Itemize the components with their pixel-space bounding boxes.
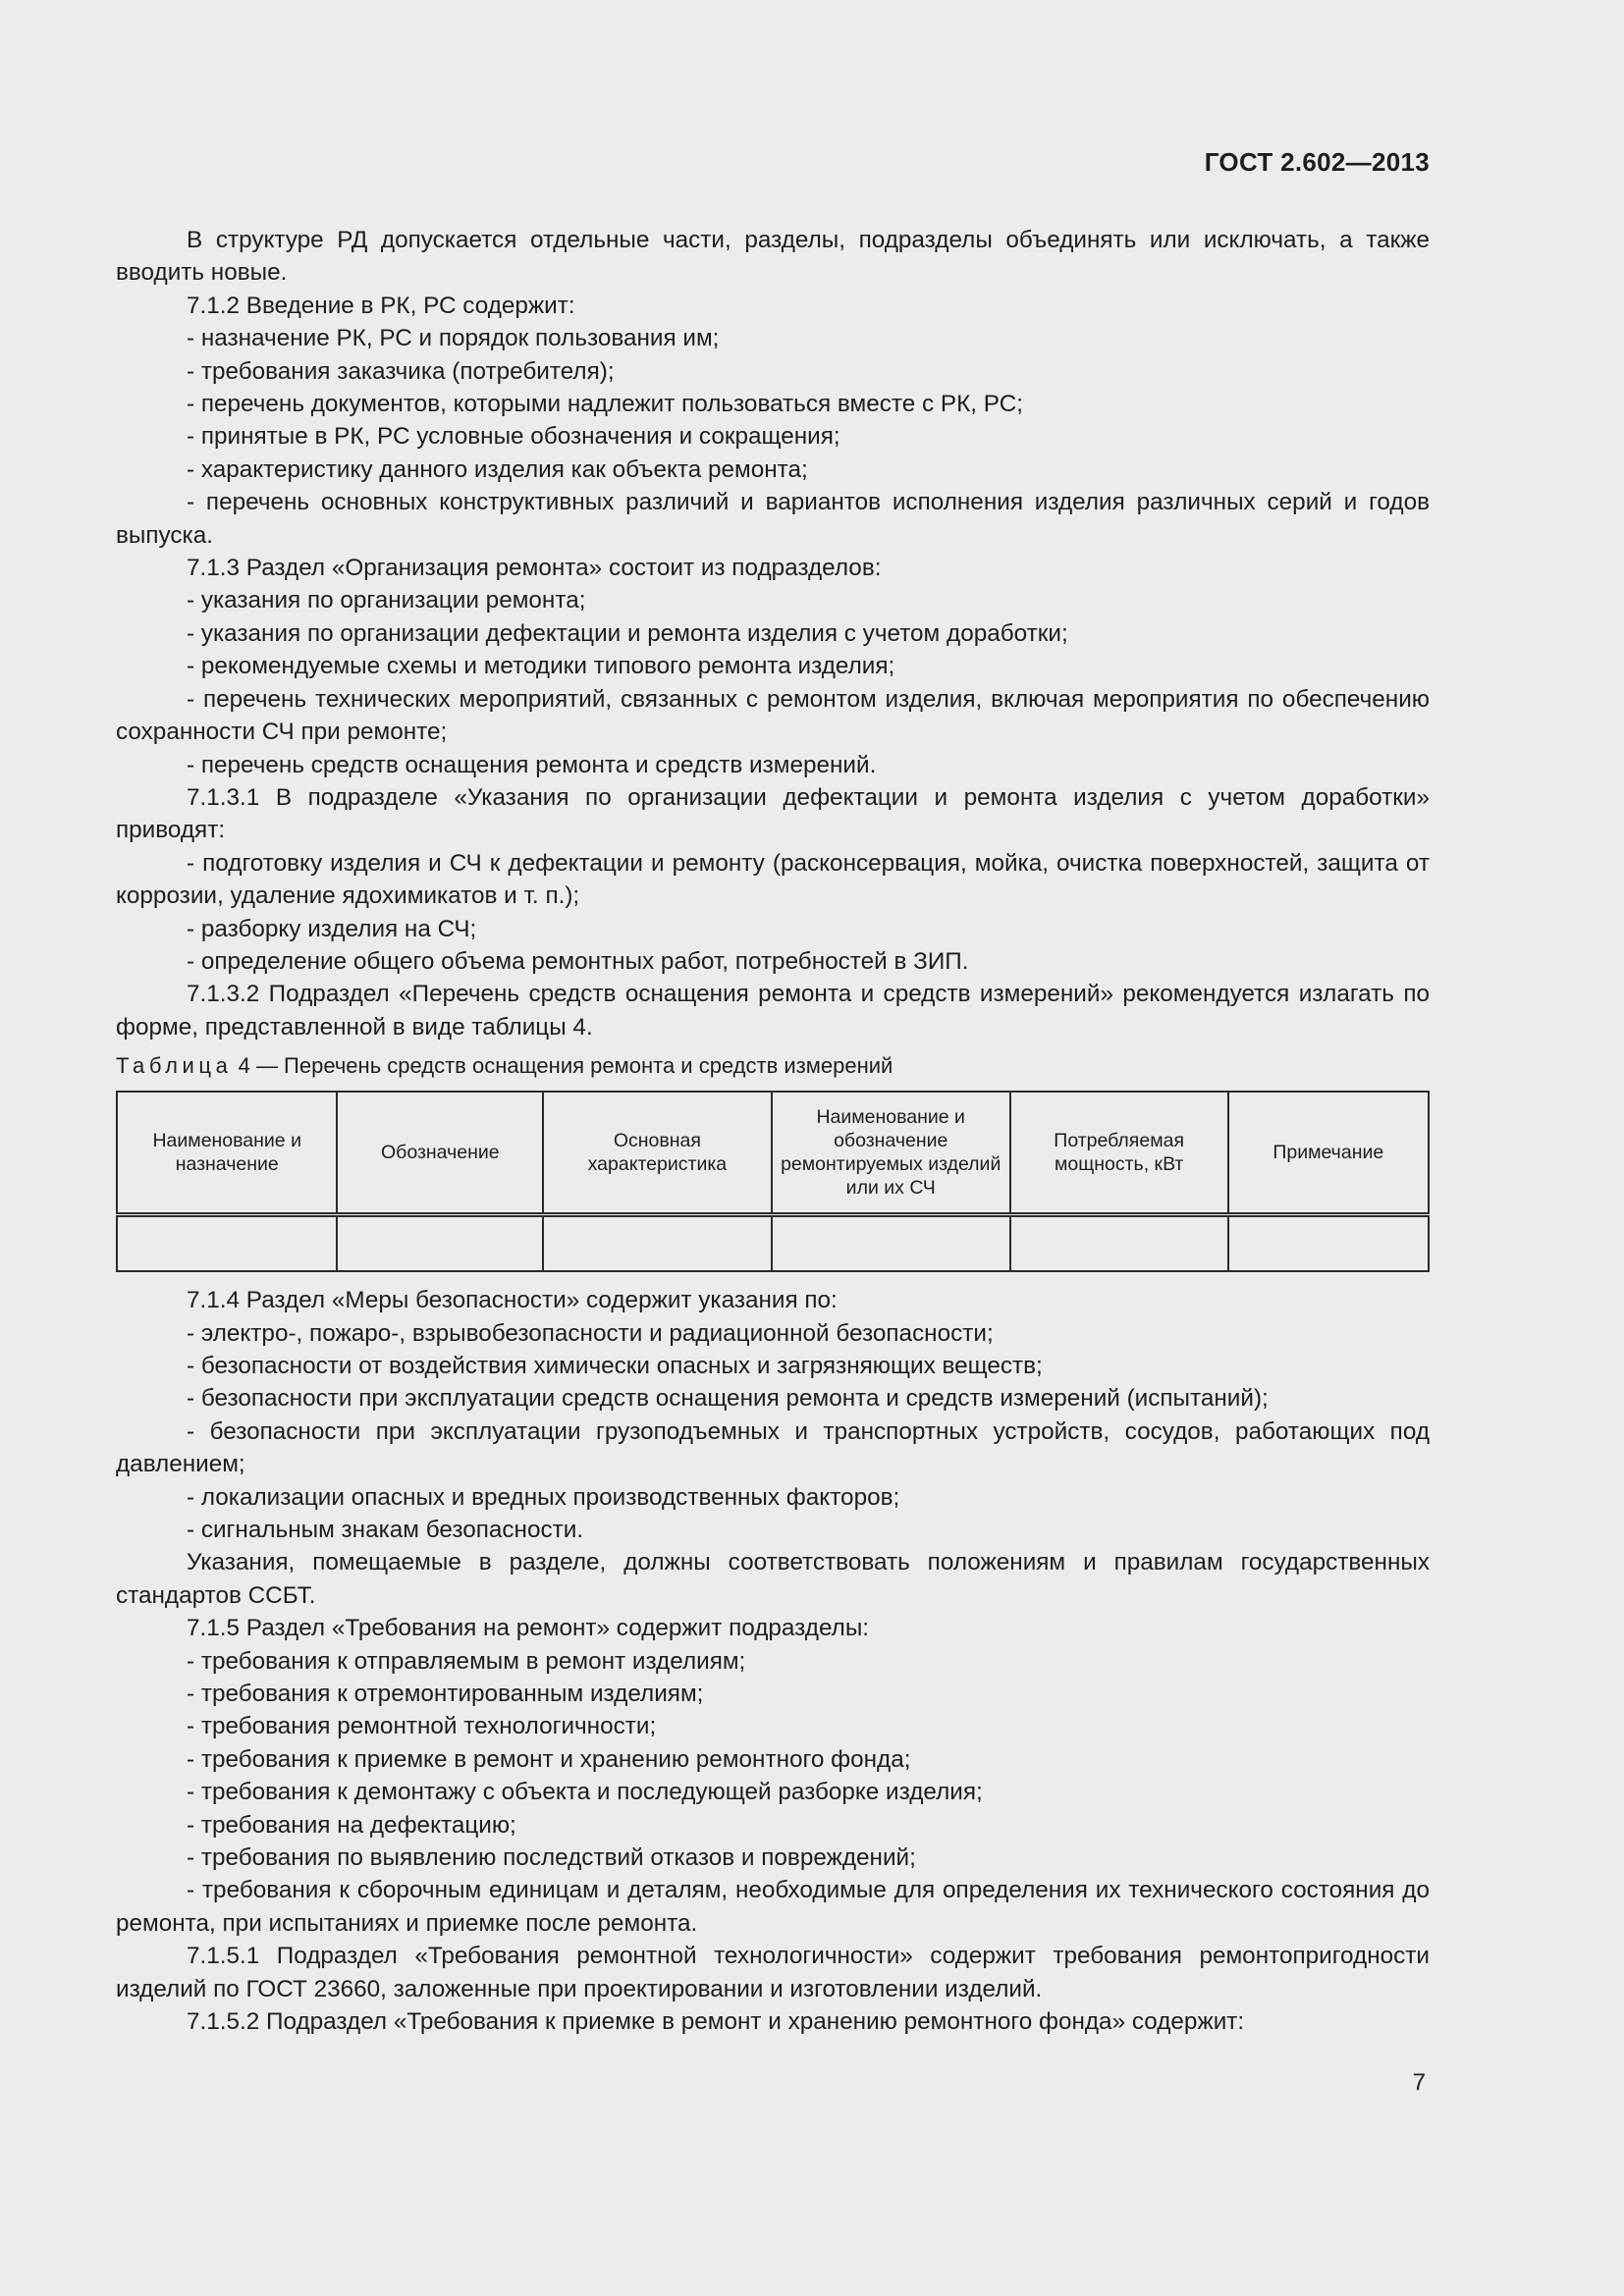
list-item: - сигнальным знакам безопасности. xyxy=(187,1517,584,1543)
table-header-row xyxy=(117,1092,1429,1215)
list-item: - требования к демонтажу с объекта и последующей разборке изделия; xyxy=(187,1779,983,1806)
section-heading-7-1-5: 7.1.5 Раздел «Требования на ремонт» содержит подразделы: xyxy=(187,1615,870,1642)
list-item: - требования к сборочным единицам и деталям, необходимые для определения их технического состояния до ремонта, при испытаниях и приемке после ремонта. xyxy=(116,1877,1430,1937)
list-item: - перечень документов, которыми надлежит пользоваться вместе с РК, РС; xyxy=(187,391,1024,418)
list-item: - требования на дефектацию; xyxy=(187,1811,516,1839)
page-body xyxy=(116,224,1430,2039)
list-item: - требования ремонтной технологичности; xyxy=(187,1713,657,1740)
column-header: Наименование и обозначение ремонтируемых изделий или их СЧ xyxy=(772,1092,1010,1215)
list-item: - требования к отправляемым в ремонт изделиям; xyxy=(187,1647,746,1675)
table-caption-label: Таблица xyxy=(116,1053,233,1079)
page-number: 7 xyxy=(1412,2069,1426,2096)
list-item: - определение общего объема ремонтных работ, потребностей в ЗИП. xyxy=(187,947,969,975)
list-item: - безопасности от воздействия химически опасных и загрязняющих веществ; xyxy=(187,1352,1043,1379)
section-heading-7-1-4: 7.1.4 Раздел «Меры безопасности» содержит указания по: xyxy=(187,1287,838,1314)
list-item: - локализации опасных и вредных производственных факторов; xyxy=(187,1483,900,1511)
table-cell xyxy=(772,1215,1010,1272)
list-item: - требования по выявлению последствий отказов и повреждений; xyxy=(187,1844,916,1872)
column-header: Основная характеристика xyxy=(543,1092,771,1215)
list-item: - перечень основных конструктивных различий и вариантов исполнения изделия различных серий и годов выпуска. xyxy=(116,489,1430,549)
list-item: - перечень технических мероприятий, связанных с ремонтом изделия, включая мероприятия по обеспечению сохранности СЧ при ремонте; xyxy=(116,685,1430,746)
table-cell xyxy=(543,1215,771,1272)
table-caption xyxy=(116,1051,1430,1081)
list-item: - электро-, пожаро-, взрывобезопасности и радиационной безопасности; xyxy=(187,1319,994,1347)
paragraph: Указания, помещаемые в разделе, должны соответствовать положениям и правилам государственных стандартов ССБТ. xyxy=(116,1549,1430,1609)
column-header: Обозначение xyxy=(337,1092,543,1215)
list-item: - принятые в РК, РС условные обозначения и сокращения; xyxy=(187,423,840,451)
table-4 xyxy=(116,1091,1430,1272)
table-cell xyxy=(1228,1215,1429,1272)
table-row xyxy=(117,1215,1429,1272)
table-cell xyxy=(1010,1215,1228,1272)
list-item: - указания по организации ремонта; xyxy=(187,587,586,614)
section-7-1-5-1: 7.1.5.1 Подраздел «Требования ремонтной технологичности» содержит требования ремонтопригодности изделий по ГОСТ 23660, заложенные при проектировании и изготовлении изделий. xyxy=(116,1943,1430,2002)
list-item: - безопасности при эксплуатации грузоподъемных и транспортных устройств, сосудов, работающих под давлением; xyxy=(116,1417,1430,1478)
paragraph: В структуре РД допускается отдельные части, разделы, подразделы объединять или исключать, а также вводить новые. xyxy=(116,227,1430,287)
column-header: Наименование и назначение xyxy=(117,1092,337,1215)
list-item: - перечень средств оснащения ремонта и средств измерений. xyxy=(187,751,877,778)
section-heading-7-1-3: 7.1.3 Раздел «Организация ремонта» состоит из подразделов: xyxy=(187,555,882,582)
list-item: - требования к приемке в ремонт и хранению ремонтного фонда; xyxy=(187,1745,911,1773)
section-heading-7-1-2: 7.1.2 Введение в РК, РС содержит: xyxy=(187,292,575,319)
section-7-1-5-2: 7.1.5.2 Подраздел «Требования к приемке в ремонт и хранению ремонтного фонда» содержит: xyxy=(187,2008,1245,2036)
list-item: - назначение РК, РС и порядок пользования им; xyxy=(187,325,720,352)
table-caption-text: 4 — Перечень средств оснащения ремонта и средств измерений xyxy=(238,1053,893,1079)
list-item: - требования к отремонтированным изделиям; xyxy=(187,1681,704,1708)
document-code: ГОСТ 2.602—2013 xyxy=(1204,147,1430,177)
section-7-1-3-2: 7.1.3.2 Подраздел «Перечень средств оснащения ремонта и средств измерений» рекомендуется излагать по форме, представленной в виде таблицы 4. xyxy=(116,981,1430,1041)
list-item: - подготовку изделия и СЧ к дефектации и ремонту (расконсервация, мойка, очистка поверхностей, защита от коррозии, удаление ядохимикатов и т. п.); xyxy=(116,849,1430,910)
list-item: - характеристику данного изделия как объекта ремонта; xyxy=(187,455,808,483)
list-item: - требования заказчика (потребителя); xyxy=(187,357,615,385)
list-item: - указания по организации дефектации и ремонта изделия с учетом доработки; xyxy=(187,619,1068,647)
table-cell xyxy=(337,1215,543,1272)
table-cell xyxy=(117,1215,337,1272)
list-item: - безопасности при эксплуатации средств оснащения ремонта и средств измерений (испытаний); xyxy=(187,1385,1269,1413)
column-header: Примечание xyxy=(1228,1092,1429,1215)
section-heading-7-1-3-1: 7.1.3.1 В подразделе «Указания по организации дефектации и ремонта изделия с учетом доработки» приводят: xyxy=(116,783,1430,844)
column-header: Потребляемая мощность, кВт xyxy=(1010,1092,1228,1215)
list-item: - разборку изделия на СЧ; xyxy=(187,915,477,942)
list-item: - рекомендуемые схемы и методики типового ремонта изделия; xyxy=(187,653,895,680)
